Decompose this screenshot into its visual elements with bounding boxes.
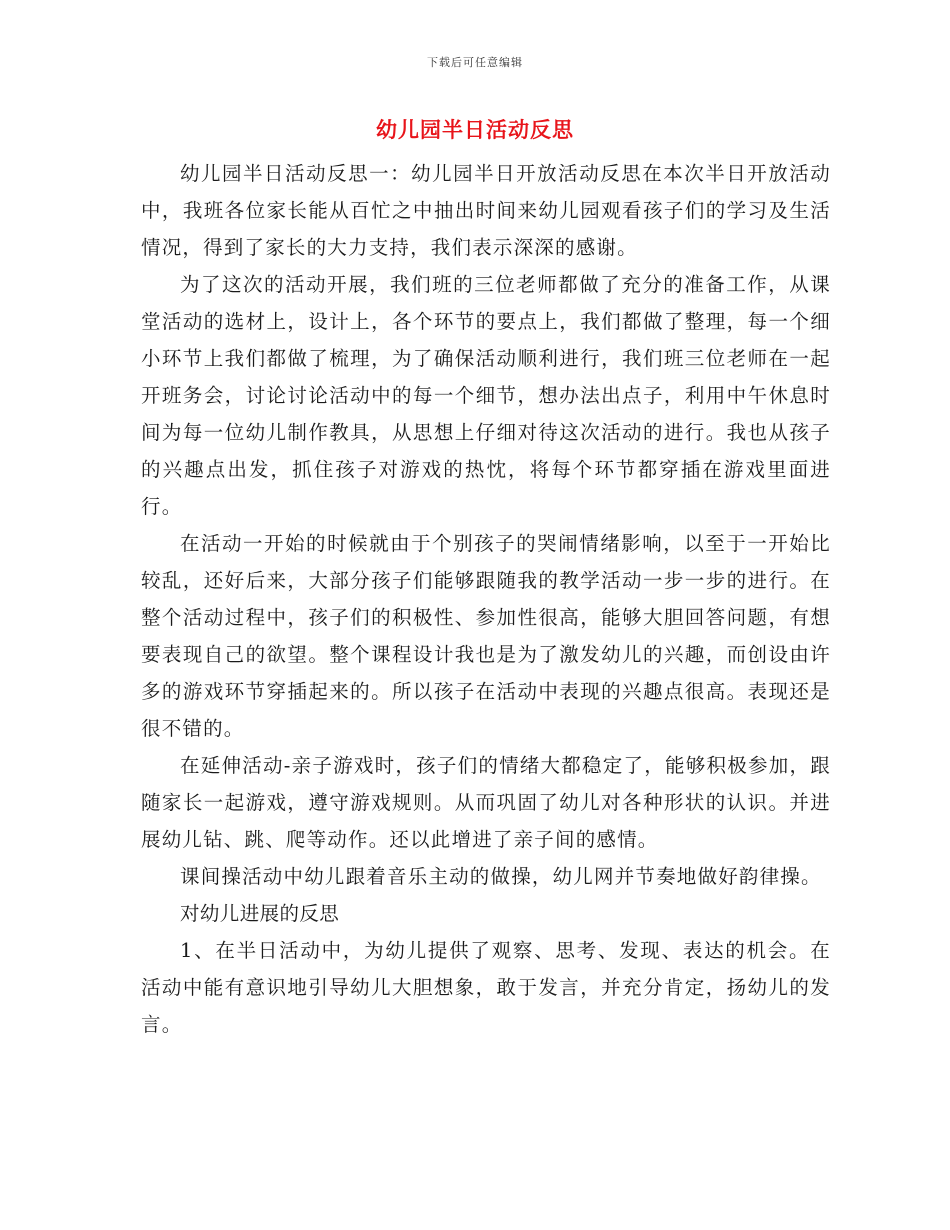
paragraph-exercise-break: 课间操活动中幼儿跟着音乐主动的做操，幼儿网并节奏地做好韵律操。 <box>180 865 822 888</box>
paragraph-intro: 幼儿园半日活动反思一：幼儿园半日开放活动反思在本次半日开放活动中，我班各位家长能从百忙之中抽出时间来幼儿园观看孩子们的学习及生活情况，得到了家长的大力支持，我们表示深深的感谢。 <box>141 162 831 259</box>
section-heading-development-reflection: 对幼儿进展的反思 <box>180 902 340 925</box>
paragraph-point-one: 1、在半日活动中，为幼儿提供了观察、思考、发现、表达的机会。在活动中能有意识地引导幼儿大胆想象，敢于发言，并充分肯定，扬幼儿的发言。 <box>141 939 831 1036</box>
document-title: 幼儿园半日活动反思 <box>376 117 574 142</box>
paragraph-activity-process: 在活动一开始的时候就由于个别孩子的哭闹情绪影响，以至于一开始比较乱，还好后来，大部分孩子们能够跟随我的教学活动一步一步的进行。在整个活动过程中，孩子们的积极性、参加性很高，能够大胆回答问题，有想要表现自己的欲望。整个课程设计我也是为了激发幼儿的兴趣，而创设由许多的游戏环节穿插起来的。所以孩子在活动中表现的兴趣点很高。表现还是很不错的。 <box>141 532 831 740</box>
document-body <box>141 155 831 1043</box>
paragraph-preparation: 为了这次的活动开展，我们班的三位老师都做了充分的准备工作，从课堂活动的选材上，设计上，各个环节的要点上，我们都做了整理，每一个细小环节上我们都做了梳理，为了确保活动顺利进行，我们班三位老师在一起开班务会，讨论讨论活动中的每一个细节，想办法出点子，利用中午休息时间为每一位幼儿制作教具，从思想上仔细对待这次活动的进行。我也从孩子的兴趣点出发，抓住孩子对游戏的热忱，将每个环节都穿插在游戏里面进行。 <box>141 273 831 518</box>
paragraph-parent-child-game: 在延伸活动-亲子游戏时，孩子们的情绪大都稳定了，能够积极参加，跟随家长一起游戏，遵守游戏规则。从而巩固了幼儿对各种形状的认识。并进展幼儿钻、跳、爬等动作。还以此增进了亲子间的感情。 <box>141 754 831 851</box>
page-header-note: 下载后可任意编辑 <box>427 56 523 69</box>
